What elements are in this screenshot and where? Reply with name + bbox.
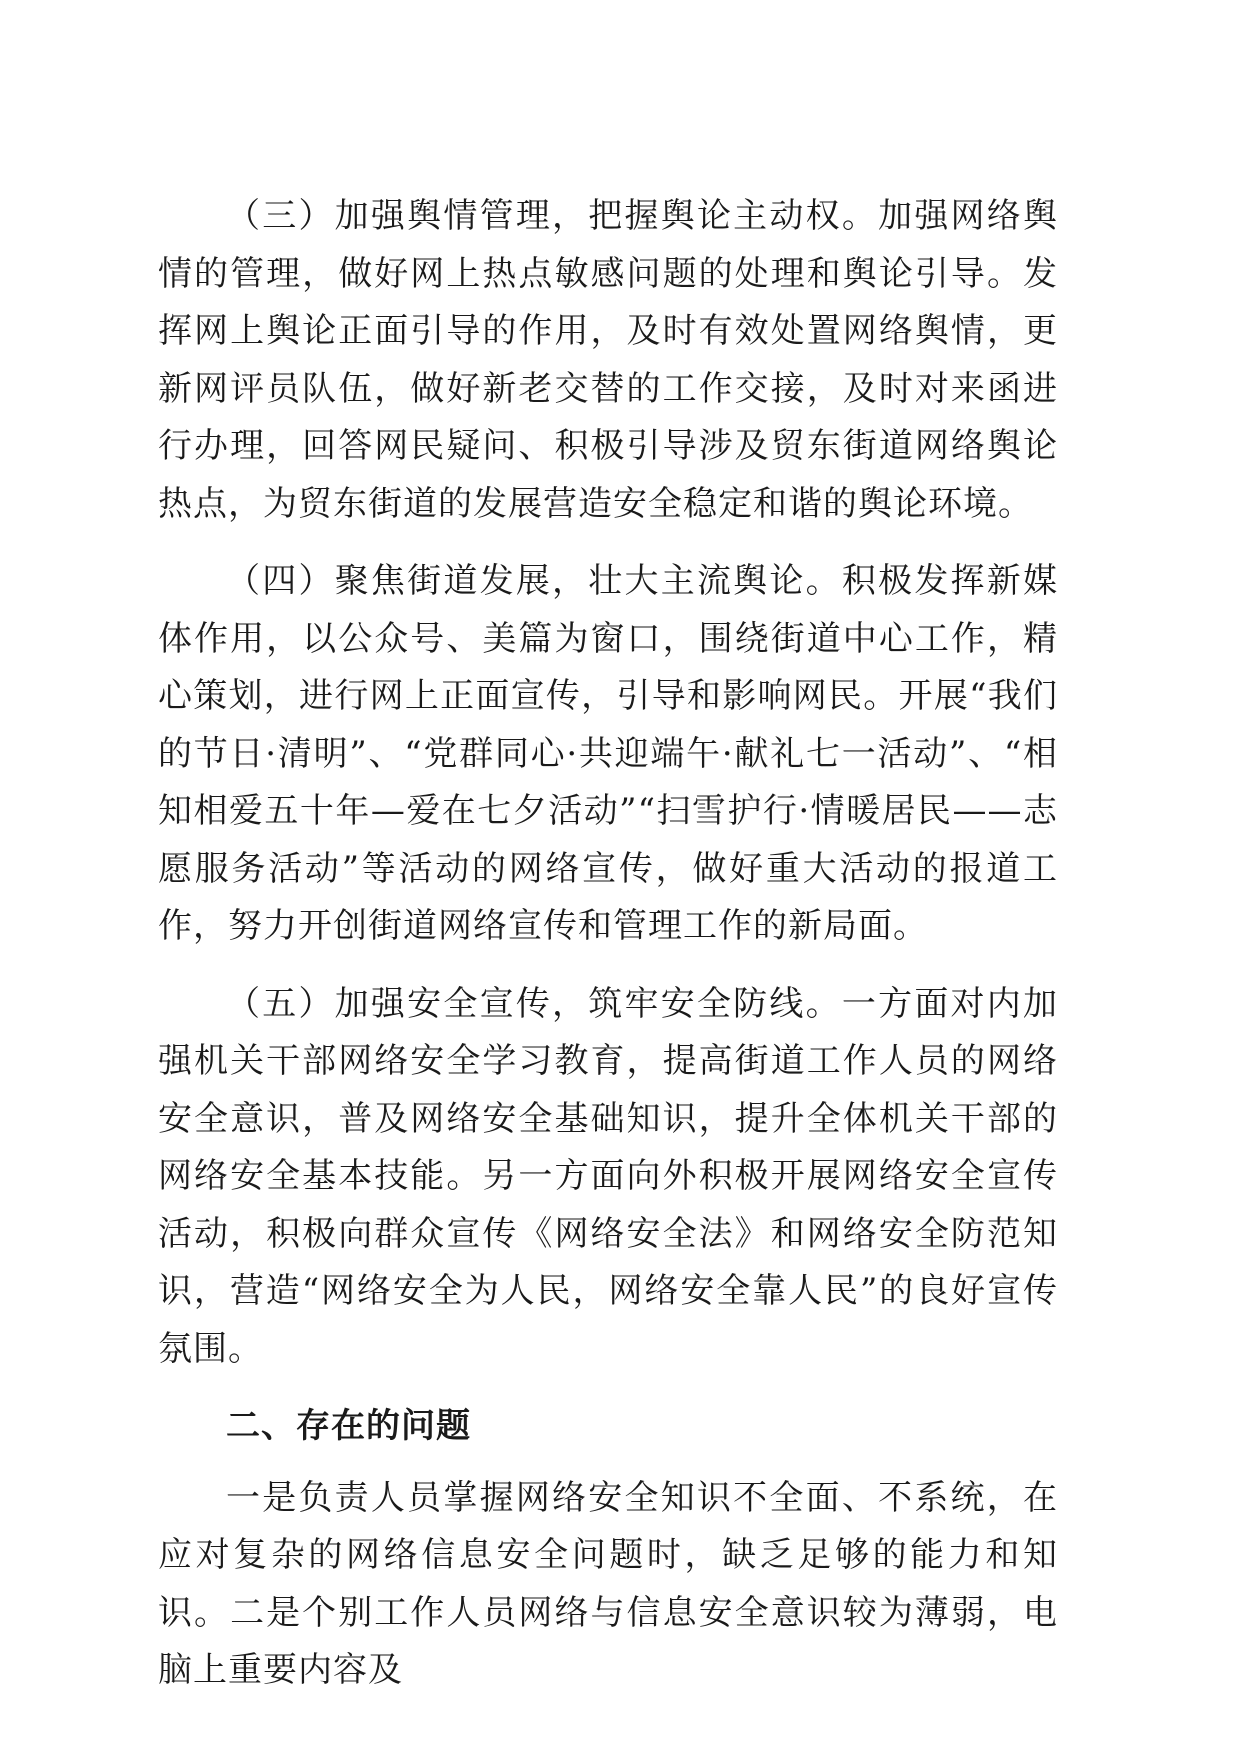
paragraph-public-opinion-management: （三）加强舆情管理，把握舆论主动权。加强网络舆情的管理，做好网上热点敏感问题的处理和舆论引导。发挥网上舆论正面引导的作用，及时有效处置网络舆情，更新网评员队伍，做好新老交替的工作交接，及时对来函进行办理，回答网民疑问、积极引导涉及贸东街道网络舆论热点，为贸东街道的发展营造安全稳定和谐的舆论环境。 [158, 196, 1058, 524]
section-heading-existing-problems: 二、存在的问题 [226, 1406, 471, 1446]
paragraph-problems: 一是负责人员掌握网络安全知识不全面、不系统，在应对复杂的网络信息安全问题时，缺乏足够的能力和知识。二是个别工作人员网络与信息安全意识较为薄弱，电脑上重要内容及 [158, 1477, 1058, 1690]
paragraph-street-development: （四）聚焦街道发展，壮大主流舆论。积极发挥新媒体作用，以公众号、美篇为窗口，围绕街道中心工作，精心策划，进行网上正面宣传，引导和影响网民。开展“我们的节日·清明”、“党群同心·共迎端午·献礼七一活动”、“相知相爱五十年—爱在七夕活动”“扫雪护行·情暖居民——志愿服务活动”等活动的网络宣传，做好重大活动的报道工作，努力开创街道网络宣传和管理工作的新局面。 [158, 561, 1058, 946]
document-body [158, 188, 1058, 1700]
paragraph-security-publicity: （五）加强安全宣传，筑牢安全防线。一方面对内加强机关干部网络安全学习教育，提高街道工作人员的网络安全意识，普及网络安全基础知识，提升全体机关干部的网络安全基本技能。另一方面向外积极开展网络安全宣传活动，积极向群众宣传《网络安全法》和网络安全防范知识，营造“网络安全为人民，网络安全靠人民”的良好宣传氛围。 [158, 983, 1058, 1369]
